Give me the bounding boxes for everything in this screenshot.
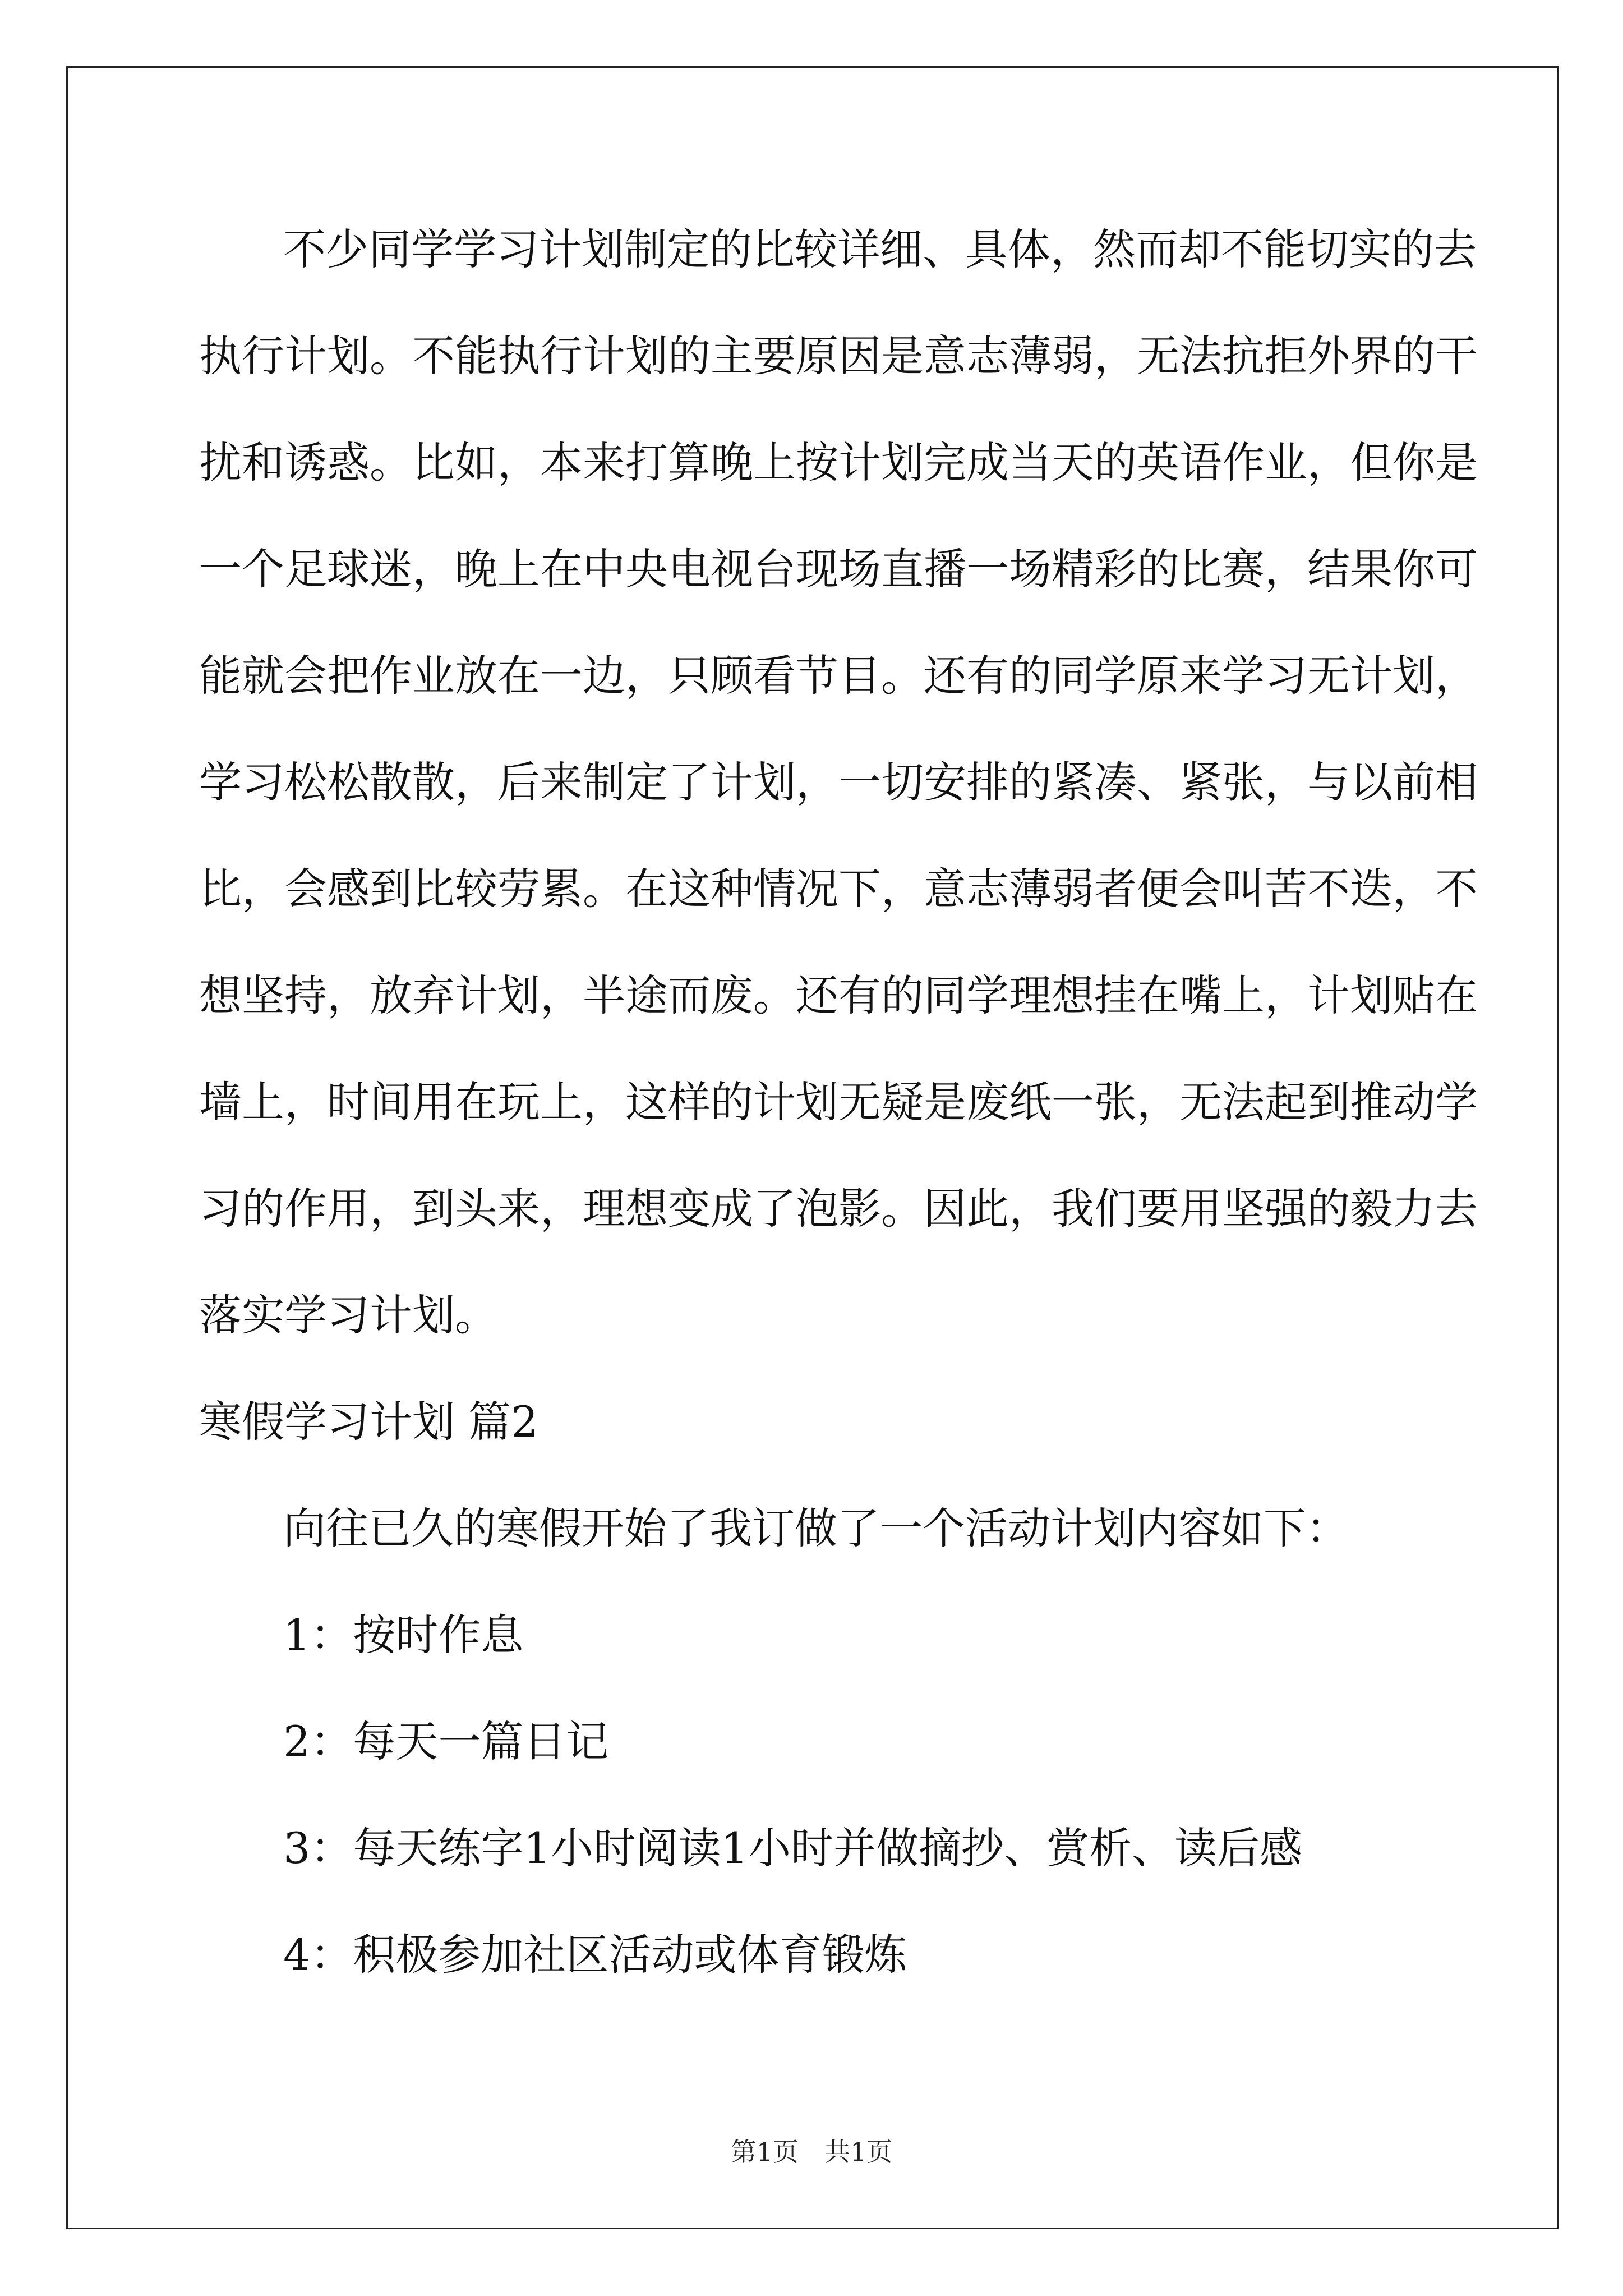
paragraph-line: 一个足球迷，晚上在中央电视台现场直播一场精彩的比赛，结果你可: [199, 544, 1478, 594]
paragraph-line: 比，会感到比较劳累。在这种情况下，意志薄弱者便会叫苦不迭，不: [199, 864, 1478, 914]
section-heading: 寒假学习计划 篇2: [199, 1397, 538, 1447]
paragraph-line: 执行计划。不能执行计划的主要原因是意志薄弱，无法抗拒外界的干: [199, 331, 1478, 381]
paragraph-line: 习的作用，到头来，理想变成了泡影。因此，我们要用坚强的毅力去: [199, 1184, 1478, 1234]
document-body: [199, 222, 1478, 2033]
paragraph-line: 扰和诱惑。比如，本来打算晚上按计划完成当天的英语作业，但你是: [199, 438, 1478, 487]
list-item: 2：每天一篇日记: [283, 1717, 609, 1766]
paragraph-line: 想坚持，放弃计划，半途而废。还有的同学理想挂在嘴上，计划贴在: [199, 970, 1478, 1020]
list-item: 3：每天练字1小时阅读1小时并做摘抄、赏析、读后感: [283, 1823, 1303, 1873]
list-item: 1：按时作息: [283, 1610, 524, 1660]
paragraph-line: 能就会把作业放在一边，只顾看节目。还有的同学原来学习无计划，: [199, 651, 1478, 701]
paragraph-line: 不少同学学习计划制定的比较详细、具体，然而却不能切实的去: [283, 224, 1477, 274]
paragraph-line: 墙上，时间用在玩上，这样的计划无疑是废纸一张，无法起到推动学: [199, 1077, 1478, 1127]
paragraph-line: 落实学习计划。: [199, 1290, 497, 1340]
page-footer: 第1页 共1页: [730, 2137, 893, 2167]
paragraph-line: 学习松松散散，后来制定了计划，一切安排的紧凑、紧张，与以前相: [199, 757, 1478, 807]
list-item: 4：积极参加社区活动或体育锻炼: [283, 1930, 907, 1980]
intro-paragraph: 向往已久的寒假开始了我订做了一个活动计划内容如下：: [283, 1503, 1349, 1553]
